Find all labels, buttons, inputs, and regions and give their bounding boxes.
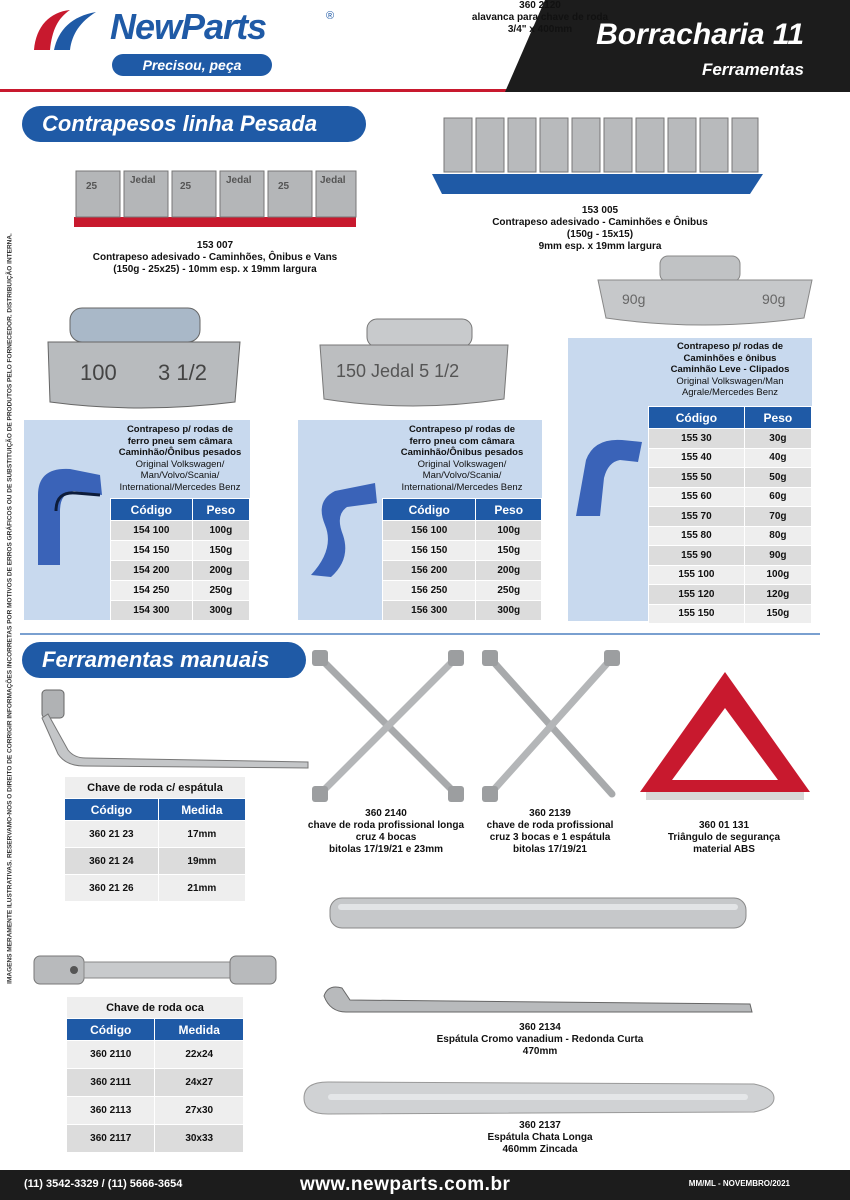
cell-code: 154 150 bbox=[111, 541, 193, 561]
cell-size: 30x33 bbox=[155, 1125, 244, 1153]
cross-wrench-3way-image bbox=[476, 648, 626, 806]
cell-weight: 200g bbox=[476, 561, 542, 581]
cell-weight: 100g bbox=[192, 521, 249, 541]
col-header: Peso bbox=[744, 407, 811, 429]
info-156-text bbox=[382, 424, 542, 493]
col-header: Código bbox=[383, 499, 476, 521]
product-desc: (150g - 15x15) bbox=[566, 229, 634, 240]
cell-code: 155 100 bbox=[649, 565, 745, 585]
cell-size: 24x27 bbox=[155, 1069, 244, 1097]
footer-phone: (11) 3542-3329 / (11) 5666-3654 bbox=[24, 1178, 183, 1190]
product-desc: chave de roda profissional bbox=[486, 820, 614, 831]
product-desc: material ABS bbox=[693, 844, 755, 855]
product-code: 360 2134 bbox=[519, 1022, 561, 1033]
product-desc: 9mm esp. x 19mm largura bbox=[538, 241, 662, 252]
col-header: Código bbox=[649, 407, 745, 429]
cell-code: 360 2111 bbox=[67, 1069, 155, 1097]
product-desc: Contrapeso adesivado - Caminhões, Ônibus e Vans bbox=[92, 252, 338, 263]
cell-code: 154 100 bbox=[111, 521, 193, 541]
info-line: Original Volkswagen/Man bbox=[676, 375, 784, 387]
info-line: Contrapeso p/ rodas de bbox=[408, 424, 516, 435]
caption-36001131 bbox=[636, 820, 812, 856]
cell-weight: 90g bbox=[744, 546, 811, 566]
weight-156-image bbox=[312, 315, 512, 413]
weight-mark-text: 90g bbox=[622, 291, 646, 307]
caption-3602134 bbox=[420, 1022, 660, 1058]
cell-weight: 300g bbox=[476, 601, 542, 621]
product-desc: 470mm bbox=[522, 1046, 558, 1057]
product-desc: bitolas 17/19/21 bbox=[513, 844, 587, 855]
cell-size: 19mm bbox=[158, 848, 245, 875]
info-line: Caminhão/Ônibus pesados bbox=[400, 447, 524, 458]
cell-weight: 120g bbox=[744, 585, 811, 605]
cell-code: 155 150 bbox=[649, 604, 745, 624]
product-desc: alavanca para chave de roda bbox=[471, 12, 609, 23]
section-divider bbox=[20, 633, 820, 635]
cell-size: 17mm bbox=[158, 821, 245, 848]
info-line: Contrapeso p/ rodas de bbox=[676, 341, 784, 352]
info-155-text bbox=[648, 341, 812, 399]
info-line: Caminhões e ônibus bbox=[683, 352, 777, 364]
brand-registered: ® bbox=[326, 10, 335, 22]
table-title: Chave de roda oca bbox=[67, 997, 244, 1019]
newparts-logo-icon bbox=[30, 6, 100, 54]
col-header: Medida bbox=[155, 1019, 244, 1041]
col-header: Peso bbox=[476, 499, 542, 521]
cell-size: 27x30 bbox=[155, 1097, 244, 1125]
product-desc: Espátula Chata Longa bbox=[487, 1132, 593, 1143]
product-code: 360 2140 bbox=[365, 808, 407, 819]
cell-code: 155 60 bbox=[649, 487, 745, 507]
cell-weight: 200g bbox=[192, 561, 249, 581]
caption-153005 bbox=[440, 205, 760, 253]
cell-code: 155 120 bbox=[649, 585, 745, 605]
cell-weight: 30g bbox=[744, 429, 811, 449]
clip-profile-icon bbox=[305, 465, 383, 585]
cell-weight: 80g bbox=[744, 526, 811, 546]
info-line: Original Volkswagen/ bbox=[135, 458, 225, 470]
cell-weight: 150g bbox=[192, 541, 249, 561]
cell-weight: 70g bbox=[744, 507, 811, 527]
product-code: 153 005 bbox=[581, 205, 619, 216]
cell-code: 360 21 26 bbox=[65, 875, 159, 902]
cell-code: 156 150 bbox=[383, 541, 476, 561]
product-desc: Triângulo de segurança bbox=[667, 832, 781, 843]
col-header: Código bbox=[111, 499, 193, 521]
footer-date: MM/ML - NOVEMBRO/2021 bbox=[688, 1179, 790, 1188]
product-desc: (150g - 25x25) - 10mm esp. x 19mm largura bbox=[113, 264, 317, 275]
table-156 bbox=[382, 498, 542, 621]
product-code: 360 2139 bbox=[529, 808, 571, 819]
warning-triangle-image bbox=[636, 668, 814, 808]
info-line: Agrale/Mercedes Benz bbox=[681, 387, 779, 398]
col-header: Peso bbox=[192, 499, 249, 521]
weight-mark-text: 90g bbox=[762, 291, 786, 307]
cross-wrench-4way-image bbox=[306, 648, 471, 806]
cell-code: 360 2113 bbox=[67, 1097, 155, 1125]
cell-weight: 60g bbox=[744, 487, 811, 507]
product-code: 360 2137 bbox=[519, 1120, 561, 1131]
weight-153007-image bbox=[70, 165, 360, 233]
cell-weight: 100g bbox=[476, 521, 542, 541]
footer-website-link[interactable]: www.newparts.com.br bbox=[300, 1174, 511, 1195]
cell-code: 155 40 bbox=[649, 448, 745, 468]
cell-code: 155 80 bbox=[649, 526, 745, 546]
info-line: ferro pneu com câmara bbox=[409, 435, 515, 447]
table-154 bbox=[110, 498, 250, 621]
cell-code: 154 250 bbox=[111, 581, 193, 601]
product-desc: chave de roda profissional longa bbox=[307, 820, 465, 831]
table-155 bbox=[648, 406, 812, 624]
cell-weight: 150g bbox=[744, 604, 811, 624]
product-desc: Espátula Cromo vanadium - Redonda Curta bbox=[436, 1034, 644, 1045]
product-desc: cruz 3 bocas e 1 espátula bbox=[489, 832, 611, 843]
cell-weight: 300g bbox=[192, 601, 249, 621]
tire-spoon-short-image bbox=[320, 982, 756, 1020]
clip-profile-icon bbox=[30, 455, 110, 575]
cell-code: 155 30 bbox=[649, 429, 745, 449]
cell-weight: 50g bbox=[744, 468, 811, 488]
cell-code: 156 300 bbox=[383, 601, 476, 621]
cell-size: 21mm bbox=[158, 875, 245, 902]
cell-code: 156 200 bbox=[383, 561, 476, 581]
weight-mark-text: Jedal bbox=[226, 175, 252, 186]
product-desc: bitolas 17/19/21 e 23mm bbox=[329, 844, 443, 855]
caption-3602140 bbox=[296, 808, 476, 856]
tire-spoon-long-image bbox=[298, 1078, 778, 1118]
weight-mark-text: Jedal bbox=[320, 175, 346, 186]
product-desc: Contrapeso adesivado - Caminhões e Ônibus bbox=[492, 217, 708, 228]
lever-bar-image bbox=[328, 894, 748, 932]
caption-153007 bbox=[60, 240, 370, 276]
table-title: Chave de roda c/ espátula bbox=[65, 777, 246, 799]
weight-mark-text: 150 Jedal 5 1/2 bbox=[336, 361, 460, 381]
weight-mark-text: 25 bbox=[180, 181, 192, 192]
cell-weight: 150g bbox=[476, 541, 542, 561]
info-line: International/Mercedes Benz bbox=[401, 481, 523, 493]
info-line: Contrapeso p/ rodas de bbox=[126, 424, 234, 435]
cell-code: 154 300 bbox=[111, 601, 193, 621]
section-heavy-title: Contrapesos linha Pesada bbox=[24, 108, 364, 140]
cell-weight: 250g bbox=[192, 581, 249, 601]
table-espatula bbox=[64, 776, 246, 902]
weight-mark-text: 100 bbox=[80, 360, 117, 385]
info-154-text bbox=[110, 424, 250, 493]
caption-3602139 bbox=[472, 808, 628, 856]
info-line: Man/Volvo/Scania/ bbox=[140, 470, 220, 481]
info-line: ferro pneu sem câmara bbox=[127, 435, 233, 447]
brand-name: NewParts bbox=[110, 6, 267, 47]
brand-slogan: Precisou, peça bbox=[112, 54, 272, 76]
weight-mark-text: 25 bbox=[86, 181, 98, 192]
tube-wrench-image bbox=[30, 952, 280, 988]
clip-profile-icon bbox=[572, 432, 650, 522]
product-desc: 3/4" x 400mm bbox=[507, 24, 573, 35]
col-header: Código bbox=[67, 1019, 155, 1041]
product-desc: cruz 4 bocas bbox=[355, 832, 417, 843]
cell-code: 360 21 24 bbox=[65, 848, 159, 875]
weight-mark-text: 3 1/2 bbox=[158, 360, 207, 385]
cell-code: 155 70 bbox=[649, 507, 745, 527]
page-title: Borracharia 11 bbox=[596, 18, 804, 51]
table-oca bbox=[66, 996, 244, 1153]
cell-code: 360 2117 bbox=[67, 1125, 155, 1153]
cell-code: 155 90 bbox=[649, 546, 745, 566]
info-line: Original Volkswagen/ bbox=[417, 458, 507, 470]
caption-3602137 bbox=[440, 1120, 640, 1156]
cell-code: 360 2110 bbox=[67, 1041, 155, 1069]
cell-code: 156 100 bbox=[383, 521, 476, 541]
disclaimer-vertical: IMAGENS MERAMENTE ILUSTRATIVAS. RESERVAMO-NOS O DIREITO DE CORRIGIR INFORMAÇÕES INCORRETAS POR MOTIVOS DE ERROS GRÁFICOS OU DE SUBSTITUIÇÃO DE PRODUTOS PELO FORNECEDOR. DISTRIBUIÇÃO INTERNA. bbox=[6, 233, 14, 984]
section-tools-title: Ferramentas manuais bbox=[24, 644, 304, 676]
info-line: Caminhão/Ônibus pesados bbox=[118, 447, 242, 458]
cell-weight: 40g bbox=[744, 448, 811, 468]
product-code: 360 2120 bbox=[519, 0, 561, 11]
col-header: Medida bbox=[158, 799, 245, 821]
cell-code: 156 250 bbox=[383, 581, 476, 601]
product-desc: 460mm Zincada bbox=[502, 1144, 578, 1155]
weight-mark-text: Jedal bbox=[130, 175, 156, 186]
weight-155-image bbox=[592, 252, 817, 332]
page-subtitle: Ferramentas bbox=[701, 60, 804, 79]
cell-weight: 100g bbox=[744, 565, 811, 585]
cell-code: 154 200 bbox=[111, 561, 193, 581]
info-line: Caminhão Leve - Clipados bbox=[670, 364, 790, 375]
caption-3602120 bbox=[430, 0, 650, 36]
product-code: 153 007 bbox=[196, 240, 234, 251]
cell-code: 155 50 bbox=[649, 468, 745, 488]
cell-weight: 250g bbox=[476, 581, 542, 601]
product-code: 360 01 131 bbox=[698, 820, 750, 831]
cell-code: 360 21 23 bbox=[65, 821, 159, 848]
weight-153005-image bbox=[430, 112, 765, 198]
col-header: Código bbox=[65, 799, 159, 821]
cell-size: 22x24 bbox=[155, 1041, 244, 1069]
weight-154-image bbox=[40, 302, 250, 414]
l-wrench-spatula-image bbox=[34, 684, 314, 772]
info-line: International/Mercedes Benz bbox=[119, 481, 241, 493]
weight-mark-text: 25 bbox=[278, 181, 290, 192]
info-line: Man/Volvo/Scania/ bbox=[422, 470, 502, 481]
